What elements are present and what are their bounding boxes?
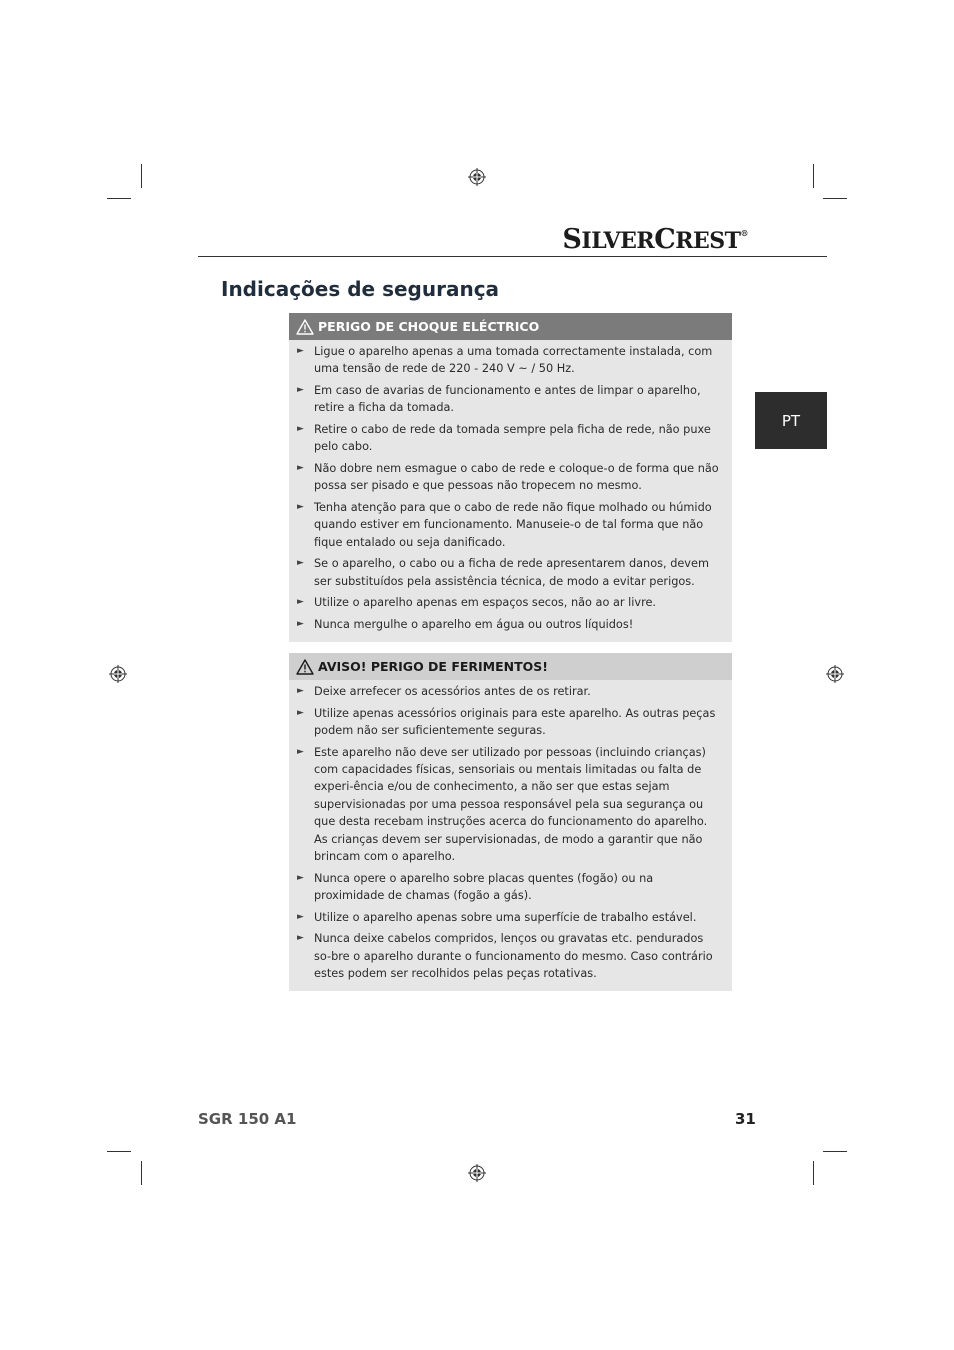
bullet-arrow-icon: ► (297, 346, 304, 356)
list-item: ► Ligue o aparelho apenas a uma tomada correctamente instalada, com uma tensão de rede de 220 - 240 V ~ / 50 Hz. (297, 345, 713, 376)
bullet-arrow-icon: ► (297, 746, 304, 757)
list-item: ► Se o aparelho, o cabo ou a ficha de rede apresentarem danos, devem ser substituídos pela assistência técnica, de modo a evitar perigos. (297, 557, 709, 588)
bullet-arrow-icon: ► (297, 686, 304, 696)
crop-mark (141, 1161, 142, 1185)
bullet-arrow-icon: ► (297, 597, 304, 608)
registration-mark-icon (826, 665, 844, 683)
crop-mark (107, 1151, 131, 1152)
list-item: ► Nunca opere o aparelho sobre placas quentes (fogão) ou na proximidade de chamas (fogão a gás). (297, 871, 654, 903)
list-item: ► Em caso de avarias de funcionamento e antes de limpar o aparelho, retire a ficha da tomada. (297, 384, 701, 415)
list-item: ► Utilize o aparelho apenas sobre uma superfície de trabalho estável. (297, 909, 722, 926)
list-item: ► Este aparelho não deve ser utilizado por pessoas (incluindo crianças) com capacidades físicas, sensoriais ou mentais limitadas ou falta de experi-ência e/ou de conhecimento, a não ser que estas sejam supervisionadas por uma pessoa responsável pela sua segurança ou que desta recebam instruções acerca do funcionamento do aparelho. As crianças devem ser supervisionadas, de modo a garantir que não brincam com o aparelho. (297, 745, 708, 864)
list-item: ► Tenha atenção para que o cabo de rede não fique molhado ou húmido quando estiver em funcionamento. Manuseie-o de tal forma que não fique entalado ou seja danificado. (297, 501, 712, 549)
bullet-arrow-icon: ► (297, 424, 304, 434)
bullet-arrow-icon: ► (297, 619, 304, 629)
crop-mark (107, 198, 131, 199)
silvercrest-logo: SILVERCREST® (562, 224, 748, 255)
warning-header (289, 653, 732, 680)
header-rule (198, 256, 827, 257)
bullet-arrow-icon: ► (297, 385, 304, 395)
crop-mark (823, 198, 847, 199)
bullet-arrow-icon: ► (297, 502, 304, 512)
registration-mark-icon (468, 1164, 486, 1182)
registration-mark-icon (468, 168, 486, 186)
list-item: ► Retire o cabo de rede da tomada sempre pela ficha de rede, não puxe pelo cabo. (297, 423, 711, 454)
bullet-arrow-icon: ► (297, 872, 304, 883)
list-item: ► Não dobre nem esmague o cabo de rede e coloque-o de forma que não possa ser pisado e que pessoas não tropecem no mesmo. (297, 462, 719, 493)
list-item: ► Utilize apenas acessórios originais para este aparelho. As outras peças podem não ser suficientemente seguras. (297, 706, 716, 737)
electric-shock-warning-box (289, 313, 732, 642)
footer-model: SGR 150 A1 (198, 1110, 297, 1128)
warning-header (289, 313, 732, 340)
crop-mark (813, 1161, 814, 1185)
list-item: ► Nunca deixe cabelos compridos, lenços ou gravatas etc. pendurados so-bre o aparelho durante o funcionamento do mesmo. Caso contrário estes podem ser recolhidos pelas peças rotativas. (297, 932, 713, 981)
warning-triangle-icon (296, 659, 314, 675)
injury-warning-box (289, 653, 732, 991)
warning-list (289, 680, 732, 991)
warning-heading: AVISO! PERIGO DE FERIMENTOS! (318, 659, 548, 674)
crop-mark (813, 164, 814, 188)
bullet-arrow-icon: ► (297, 463, 304, 473)
list-item: ► Nunca mergulhe o aparelho em água ou outros líquidos! (297, 616, 722, 633)
language-tab: PT (755, 392, 827, 449)
list-item: ► Deixe arrefecer os acessórios antes de os retirar. (297, 683, 722, 700)
crop-mark (823, 1151, 847, 1152)
registration-mark-icon (109, 665, 127, 683)
warning-list (289, 340, 732, 642)
page-number: 31 (735, 1110, 756, 1128)
warning-heading: PERIGO DE CHOQUE ELÉCTRICO (318, 319, 540, 334)
bullet-arrow-icon: ► (297, 933, 304, 944)
crop-mark (141, 164, 142, 188)
bullet-arrow-icon: ► (297, 558, 304, 569)
page-title: Indicações de segurança (221, 277, 500, 301)
list-item: ► Utilize o aparelho apenas em espaços secos, não ao ar livre. (297, 594, 722, 611)
warning-triangle-icon (296, 319, 314, 335)
bullet-arrow-icon: ► (297, 707, 304, 718)
bullet-arrow-icon: ► (297, 911, 304, 922)
